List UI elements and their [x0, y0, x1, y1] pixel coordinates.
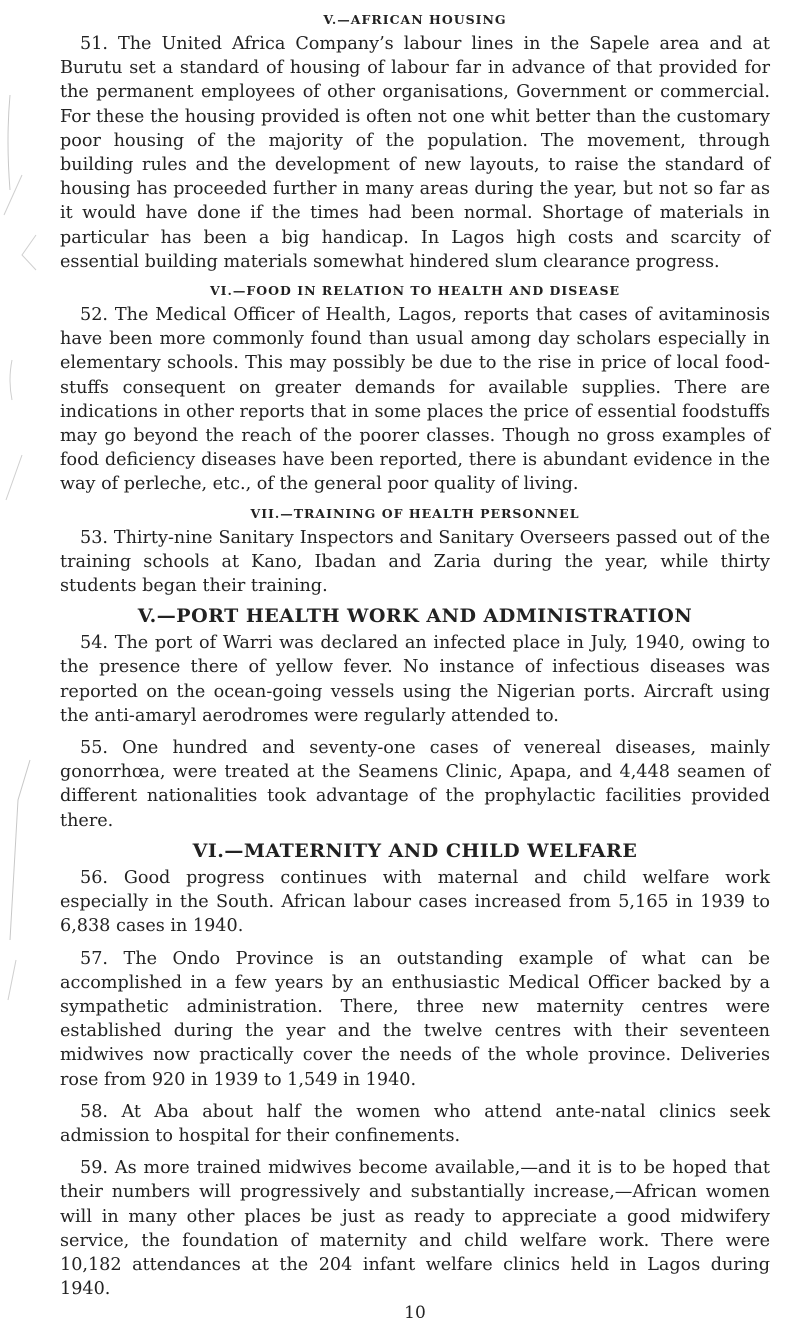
- major-heading-port-health: V.—PORT HEALTH WORK AND ADMINISTRATION: [137, 605, 693, 628]
- section-heading-african-housing: V.—AFRICAN HOUSING: [323, 12, 507, 27]
- binding-marks: [0, 0, 40, 1228]
- section-heading-food-health: VI.—FOOD IN RELATION TO HEALTH AND DISEASE: [209, 283, 621, 299]
- major-heading-maternity-child-welfare: VI.—MATERNITY AND CHILD WELFARE: [192, 839, 638, 862]
- paragraph-58: 58. At Aba about half the women who attend ante-natal clinics seek admission to hospital for their confinements.: [60, 1101, 770, 1146]
- paragraph-57: 57. The Ondo Province is an outstanding example of what can be accomplished in a few years by an enthusiastic Medical Officer backed by a sympathetic administration. There, three new maternity centres were established during the year and the twelve centres with their seventeen midwives now practically cover the needs of the whole province. Deliveries rose from 920 in 1939 to 1,549 in 1940.: [60, 948, 770, 1090]
- paragraph-53: 53. Thirty-nine Sanitary Inspectors and Sanitary Overseers passed out of the training schools at Kano, Ibadan and Zaria during the year, while thirty students began their training.: [60, 527, 770, 597]
- paragraph-56: 56. Good progress continues with maternal and child welfare work especially in the South. African labour cases increased from 5,165 in 1939 to 6,838 cases in 1940.: [60, 867, 770, 937]
- document-page: [60, 0, 770, 1323]
- paragraph-59: 59. As more trained midwives become available,—and it is to be hoped that their numbers will progressively and substantially increase,—African women will in many other places be just as ready to appreciate a good midwifery service, the foundation of maternity and child welfare work. There were 10,182 attendances at the 204 infant welfare clinics held in Lagos during 1940.: [60, 1158, 770, 1300]
- section-heading-training-personnel: VII.—TRAINING OF HEALTH PERSONNEL: [250, 505, 580, 521]
- page-number: 10: [404, 1303, 426, 1323]
- paragraph-55: 55. One hundred and seventy-one cases of venereal diseases, mainly gonorrhœa, were treated at the Seamens Clinic, Apapa, and 4,448 seamen of different nationalities took advantage of the prophylactic facilities provided there.: [60, 738, 770, 831]
- paragraph-51: 51. The United Africa Company’s labour lines in the Sapele area and at Burutu set a standard of housing of labour far in advance of that provided for the permanent employees of other organisations, Government or commercial. For these the housing provided is often not one whit better than the customary poor housing of the majority of the population. The movement, through building rules and the development of new layouts, to raise the standard of housing has proceeded further in many areas during the year, but not so far as it would have done if the times had been normal. Shortage of materials in particular has been a big handicap. In Lagos high costs and scarcity of essential building materials somewhat hindered slum clearance progress.: [60, 34, 770, 272]
- paragraph-54: 54. The port of Warri was declared an infected place in July, 1940, owing to the presence there of yellow fever. No instance of infectious diseases was reported on the ocean-going vessels using the Nigerian ports. Aircraft using the anti-amaryl aerodromes were regularly attended to.: [60, 633, 770, 726]
- paragraph-52: 52. The Medical Officer of Health, Lagos, reports that cases of avitaminosis have been more commonly found than usual among day scholars especially in elementary schools. This may possibly be due to the rise in price of local food-stuffs consequent on greater demands for available supplies. There are indications in other reports that in some places the price of essential foodstuffs may go beyond the reach of the poorer classes. Though no gross examples of food deficiency diseases have been reported, there is abundant evidence in the way of perleche, etc., of the general poor quality of living.: [60, 305, 770, 495]
